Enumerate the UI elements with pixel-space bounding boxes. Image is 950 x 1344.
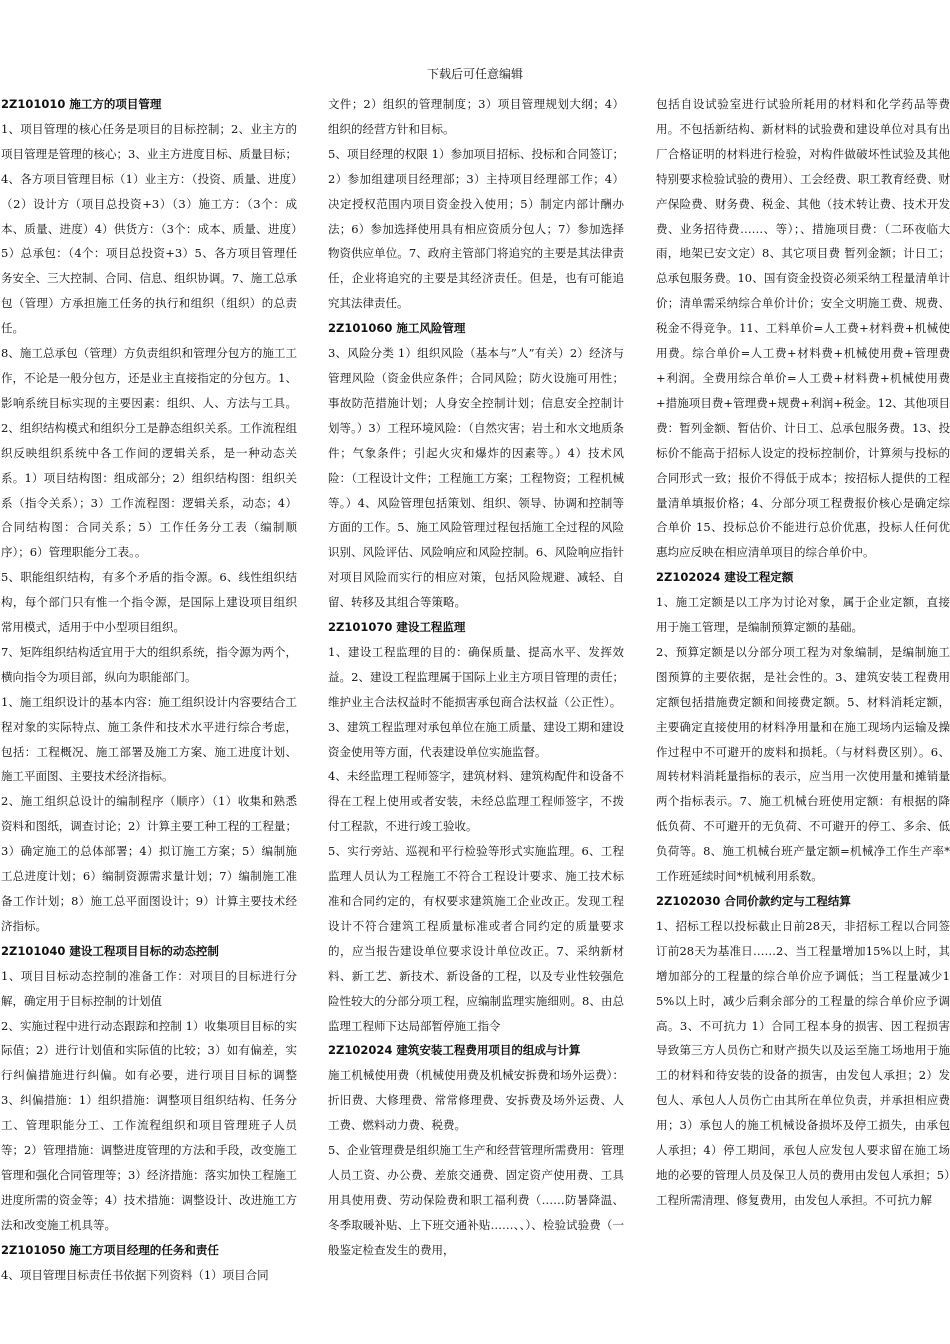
- text-column-middle: [328, 92, 624, 1344]
- paragraph: 4、未经监理工程师签字，建筑材料、建筑构配件和设备不得在工程上使用或者安装，未经总监理工程师签字，不拨付工程款，不进行竣工验收。: [328, 769, 624, 834]
- paragraph: 1、招标工程以投标截止日前28天，非招标工程以合同签订前28天为基准日……2、当工程量增加15%以上时，其增加部分的工程量的综合单价应予调低；当工程量减少15%以上时，减少后剩余部分的工程量的综合单价应予调高。3、不可抗力 1）合同工程本身的损害、因工程损害导致第三方人员伤亡和财产损失以及运至施工场地用于施工的材料和待安装的设备的损害，由发包人承担；2）发包人、承包人人员伤亡由其所在单位负责，并承担相应费用；3）承包人的施工机械设备损坏及停工损失，由承包人承担；4）停工期间，承包人应发包人要求留在施工场地的必要的管理人员及保卫人员的费用由发包人承担；5）工程所需清理、修复费用，由发包人承担。不可抗力解: [656, 918, 950, 1207]
- paragraph: 2、预算定额是以分部分项工程为对象编制，是编制施工图预算的主要依据，是社会性的。3、建筑安装工程费用定额包括措施费定额和间接费定额。5、材料消耗定额，主要确定直接使用的材料净用量和在施工现场内运输及操作过程中不可避开的废料和损耗。（与材料费区别）。6、周转材料消耗量指标的表示，应当用一次使用量和摊销量两个指标表示。7、施工机械台班使用定额：有根据的降低负荷、不可避开的无负荷、不可避开的停工、多余、低负荷等。8、施工机械台班产量定额=机械净工作生产率*工作班延续时间*机械利用系数。: [656, 644, 950, 884]
- paragraph: 1、施工组织设计的基本内容：施工组织设计内容要结合工程对象的实际特点、施工条件和技术水平进行综合考虑，包括：工程概况、施工部署及施工方案、施工进度计划、施工平面图、主要技术经济指标。: [1, 694, 297, 784]
- paragraph: 3、风险分类 1）组织风险（基本与”人”有关）2）经济与管理风险（资金供应条件；合同风险；防火设施可用性；事故防范措施计划；人身安全控制计划；信息安全控制计划等。）3）工程环境风险：（自然灾害；岩土和水文地质条件；气象条件；引起火灾和爆炸的因素等。）4）技术风险：（工程设计文件；工程施工方案；工程物资；工程机械等。）4、风险管理包括策划、组织、领导、协调和控制等方面的工作。5、施工风险管理过程包括施工全过程的风险识别、风险评估、风险响应和风险控制。6、风险响应指针对项目风险而实行的相应对策，包括风险规避、减轻、自留、转移及其组合等策略。: [328, 346, 624, 610]
- paragraph: 8、施工总承包（管理）方负责组织和管理分包方的施工工作，不论是一般分包方，还是业主直接指定的分包方。1、影响系统目标实现的主要因素：组织、人、方法与工具。2、组织结构模式和组织分工是静态组织关系。工作流程组织反映组织系统中各工作间的逻辑关系，是一种动态关系。1）项目结构图：组成部分；2）组织结构图：组织关系（指令关系）；3）工作流程图：逻辑关系，动态；4）合同结构图：合同关系；5）工作任务分工表（编制顺序）；6）管理职能分工表。。: [1, 346, 297, 560]
- text-column-right: [656, 92, 950, 1344]
- paragraph: 5、职能组织结构，有多个矛盾的指令源。6、线性组织结构，每个部门只有惟一个指令源，是国际上建设项目组织常用模式，适用于中小型项目组织。: [1, 570, 297, 635]
- section-heading: 2Z102024 建设工程定额: [656, 570, 794, 585]
- paragraph: 7、矩阵组织结构适宜用于大的组织系统，指令源为两个，横向指令为项目部，纵向为职能部门。: [1, 644, 297, 684]
- paragraph: 2、施工组织总设计的编制程序（顺序）（1）收集和熟悉资料和图纸，调查讨论；2）计算主要工种工程的工程量；3）确定施工的总体部署；4）拟订施工方案；5）编制施工总进度计划；6）编制资源需求量计划；7）编制施工准备工作计划；8）施工总平面图设计；9）计算主要技术经济指标。: [1, 794, 297, 933]
- section-heading: 2Z101060 施工风险管理: [328, 321, 466, 336]
- paragraph: 5、项目经理的权限 1）参加项目招标、投标和合同签订；2）参加组建项目经理部；3）主持项目经理部工作；4）决定授权范围内项目资金投入使用；5）制定内部计酬办法；6）参加选择使用具有相应资质分包人；7）参加选择物资供应单位。7、政府主管部门将追究的主要是其法律责任，企业将追究的主要是其经济责任。但是，也有可能追究其法律责任。: [328, 146, 624, 311]
- section-heading: 2Z101040 建设工程项目目标的动态控制: [1, 943, 219, 958]
- paragraph: 5、企业管理费是组织施工生产和经营管理所需费用：管理人员工资、办公费、差旅交通费、固定资产使用费、工具用具使用费、劳动保险费和职工福利费（……防暑降温、冬季取暖补贴、上下班交通补贴……、、）、检验试验费（一般鉴定检查发生的费用，: [328, 1143, 624, 1257]
- paragraph: 5、实行旁站、巡视和平行检验等形式实施监理。6、工程监理人员认为工程施工不符合工程设计要求、施工技术标准和合同约定的，有权要求建筑施工企业改正。发现工程设计不符合建筑工程质量标准或者合同约定的质量要求的，应当报告建设单位要求设计单位改正。7、采纳新材料、新工艺、新技术、新设备的工程，以及专业性较强危险性较大的分部分项工程，应编制监理实施细则。8、由总监理工程师下达局部暂停施工指令: [328, 844, 624, 1033]
- paragraph: 施工机械使用费（机械使用费及机械安拆费和场外运费）：折旧费、大修理费、常常修理费、安拆费及场外运费、人工费、燃料动力费、税费。: [328, 1068, 624, 1133]
- text-column-left: [1, 92, 297, 1344]
- page-header: 下载后可任意编辑: [426, 67, 523, 81]
- paragraph: 2、实施过程中进行动态跟踪和控制 1）收集项目目标的实际值；2）进行计划值和实际值的比较；3）如有偏差，实行纠偏措施进行纠偏。如有必要，进行项目目标的调整 3、纠偏措施：1）组织措施：调整项目组织结构、任务分工、管理职能分工、工作流程组织和项目管理班子人员等；2）管理措施：调整进度管理的方法和手段，改变施工管理和强化合同管理等；3）经济措施：落实加快工程施工进度所需的资金等；4）技术措施：调整设计、改进施工方法和改变施工机具等。: [1, 1018, 297, 1232]
- paragraph: 文件；2）组织的管理制度；3）项目管理规划大纲；4）组织的经营方针和目标。: [328, 97, 624, 136]
- paragraph: 包括自设试验室进行试验所耗用的材料和化学药品等费用。不包括新结构、新材料的试验费和建设单位对具有出厂合格证明的材料进行检验，对构件做破坏性试验及其他特别要求检验试验的费用）、工会经费、职工教育经费、财产保险费、财务费、税金、其他（技术转让费、技术开发费、业务招待费……、等）；、措施项目费：（二环夜临大雨，地架已安文定）8、其它项目费 暂列金额；计日工；总承包服务费。10、国有资金投资必须采纳工程量清单计价；清单需采纳综合单价计价；安全文明施工费、规费、税金不得竞争。11、工料单价=人工费+材料费+机械使用费。综合单价=人工费+材料费+机械使用费+管理费+利润。全费用综合单价=人工费+材料费+机械使用费+措施项目费+管理费+规费+利润+税金。12、其他项目费：暂列金额、暂估价、计日工、总承包服务费。13、投标价不能高于招标人设定的投标控制价，计算须与投标的合同形式一致；报价不得低于成本；按招标人提供的工程量清单填报价格；4、分部分项工程费报价核心是确定综合单价 15、投标总价不能进行总价优惠，投标人任何优惠均应反映在相应清单项目的综合单价中。: [656, 97, 950, 560]
- section-heading: 2Z101050 施工方项目经理的任务和责任: [1, 1242, 219, 1257]
- section-heading: 2Z101070 建设工程监理: [328, 620, 466, 635]
- section-heading: 2Z102024 建筑安装工程费用项目的组成与计算: [328, 1043, 581, 1058]
- paragraph: 1、项目管理的核心任务是项目的目标控制；2、业主方的项目管理是管理的核心；3、业主方进度目标、质量目标；4、各方项目管理目标（1）业主方：（投资、质量、进度）（2）设计方（项目总投资+3）（3）施工方：（3个：成本、质量、进度）4）供货方：（3个：成本、质量、进度）5）总承包：（4个：项目总投资+3）5、各方项目管理任务安全、三大控制、合同、信息、组织协调。7、施工总承包（管理）方承担施工任务的执行和组织（组织）的总责任。: [1, 121, 297, 336]
- paragraph: 1、项目目标动态控制的准备工作：对项目的目标进行分解，确定用于目标控制的计划值: [1, 968, 297, 1008]
- paragraph: 1、施工定额是以工序为讨论对象，属于企业定额，直接用于施工管理，是编制预算定额的基础。: [656, 595, 950, 635]
- section-heading: 2Z102030 合同价款约定与工程结算: [656, 894, 851, 908]
- section-heading: 2Z101010 施工方的项目管理: [1, 97, 162, 111]
- paragraph: 1、建设工程监理的目的：确保质量、提高水平、发挥效益。2、建设工程监理属于国际上业主方项目管理的责任；维护业主合法权益时不能损害承包商合法权益（公正性）。: [328, 644, 624, 709]
- paragraph: 3、建筑工程监理对承包单位在施工质量、建设工期和建设资金使用等方面，代表建设单位实施监督。: [328, 719, 624, 759]
- paragraph: 4、项目管理目标责任书依据下列资料（1）项目合同: [1, 1267, 269, 1282]
